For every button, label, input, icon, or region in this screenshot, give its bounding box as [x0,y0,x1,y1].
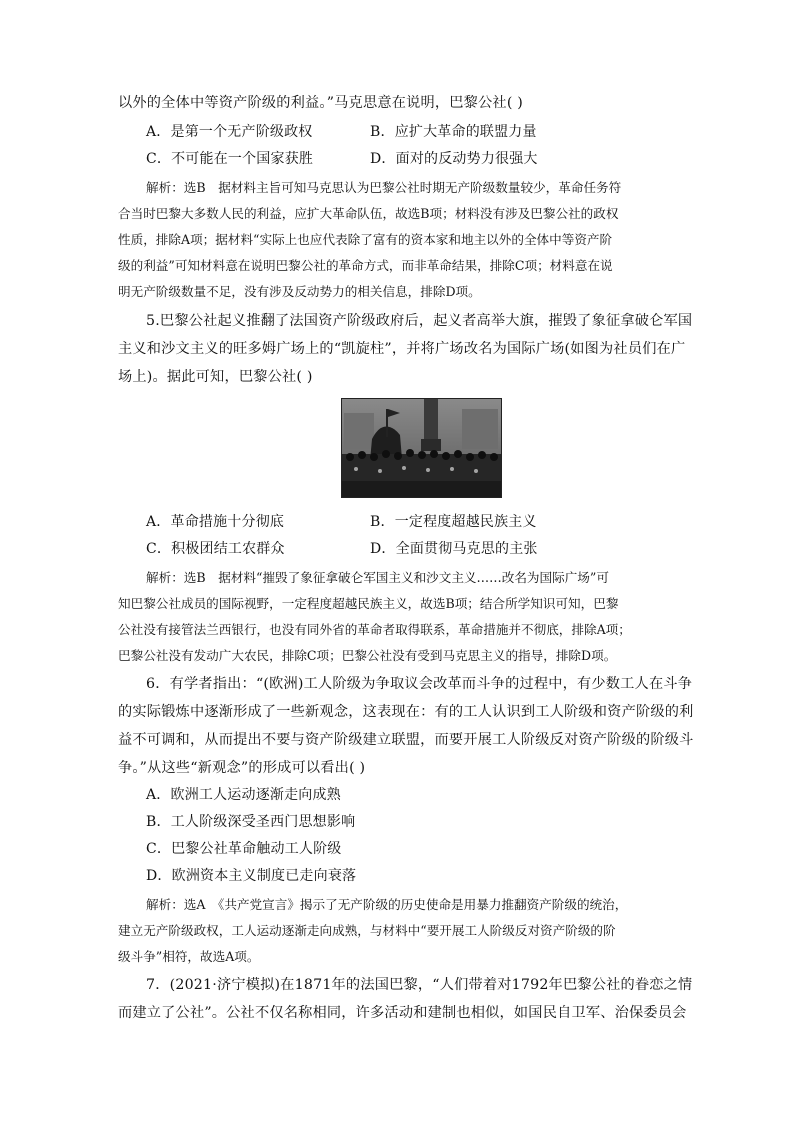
photo-illustration [342,399,501,497]
q4-option-c: C．不可能在一个国家获胜 [146,151,314,167]
q6-option-d: D．欧洲资本主义制度已走向衰落 [146,868,357,884]
q7-stem-line: 而建立了公社”。公社不仅名称相同，许多活动和建制也相似，如国民自卫军、治保委员会 [118,1005,687,1021]
q6-stem-line: 争。”从这些“新观念”的形成可以看出( ) [118,760,366,776]
commune-members-photo [341,398,502,498]
q4-analysis-line: 明无产阶级数量不足，没有涉及反动势力的相关信息，排除D项。 [118,284,481,299]
q6-stem-line: 的实际锻炼中逐渐形成了一些新观念，这表现在：有的工人认识到工人阶级和资产阶级的利 [118,704,694,720]
q4-option-d: D．面对的反动势力很强大 [370,151,538,167]
q6-analysis-line: 级斗争”相符，故选A项。 [118,949,260,964]
q5-analysis-line: 公社没有接管法兰西银行，也没有同外省的革命者取得联系，革命措施并不彻底，排除A项； [118,622,631,637]
q5-stem-line: 5.巴黎公社起义推翻了法国资产阶级政府后，起义者高举大旗，摧毁了象征拿破仑军国 [146,313,693,329]
q6-analysis-line: 建立无产阶级政权，工人运动逐渐走向成熟，与材料中“要开展工人阶级反对资产阶级的阶 [118,923,616,938]
q5-analysis-line: 知巴黎公社成员的国际视野，一定程度超越民族主义，故选B项；结合所学知识可知，巴黎 [118,596,619,611]
q6-stem-line: 益不可调和，从而提出不要与资产阶级建立联盟，而要开展工人阶级反对资产阶级的阶级斗 [118,732,694,748]
q4-analysis-line: 解析：选B 据材料主旨可知马克思认为巴黎公社时期无产阶级数量较少，革命任务符 [146,180,622,195]
q5-analysis-line: 巴黎公社没有发动广大农民，排除C项；巴黎公社没有受到马克思主义的指导，排除D项。 [118,648,617,663]
q6-analysis-line: 解析：选A 《共产党宣言》揭示了无产阶级的历史使命是用暴力推翻资产阶级的统治， [146,897,628,912]
q6-option-c: C．巴黎公社革命触动工人阶级 [146,841,342,857]
q4-option-a: A．是第一个无产阶级政权 [146,124,313,140]
q5-stem-line: 主义和沙文主义的旺多姆广场上的“凯旋柱”，并将广场改名为国际广场(如图为社员们在广 [118,341,686,357]
q4-analysis-line: 性质，排除A项；据材料“实际上也应代表除了富有的资本家和地主以外的全体中等资产阶 [118,232,613,247]
q5-option-b: B．一定程度超越民族主义 [370,514,537,530]
q4-analysis-line: 合当时巴黎大多数人民的利益，应扩大革命队伍，故选B项；材料没有涉及巴黎公社的政权 [118,206,619,221]
q6-option-a: A．欧洲工人运动逐渐走向成熟 [146,787,341,803]
q4-analysis-line: 级的利益”可知材料意在说明巴黎公社的革命方式，而非革命结果，排除C项；材料意在说 [118,258,613,273]
q5-option-d: D．全面贯彻马克思的主张 [370,541,538,557]
q5-stem-line: 场上)。据此可知，巴黎公社( ) [118,369,313,385]
q5-option-a: A．革命措施十分彻底 [146,514,285,530]
q5-analysis-line: 解析：选B 据材料“摧毁了象征拿破仑军国主义和沙文主义……改名为国际广场”可 [146,570,609,585]
q6-stem-line: 6．有学者指出：“(欧洲)工人阶级为争取议会改革而斗争的过程中，有少数工人在斗争 [146,676,693,692]
q4-option-b: B．应扩大革命的联盟力量 [370,124,537,140]
q7-stem-line: 7．(2021·济宁模拟)在1871年的法国巴黎，“人们带着对1792年巴黎公社的眷恋之情 [146,977,693,993]
q4-stem-tail: 以外的全体中等资产阶级的利益。”马克思意在说明，巴黎公社( ) [118,95,523,111]
q5-option-c: C．积极团结工农群众 [146,541,285,557]
q6-option-b: B．工人阶级深受圣西门思想影响 [146,814,356,830]
